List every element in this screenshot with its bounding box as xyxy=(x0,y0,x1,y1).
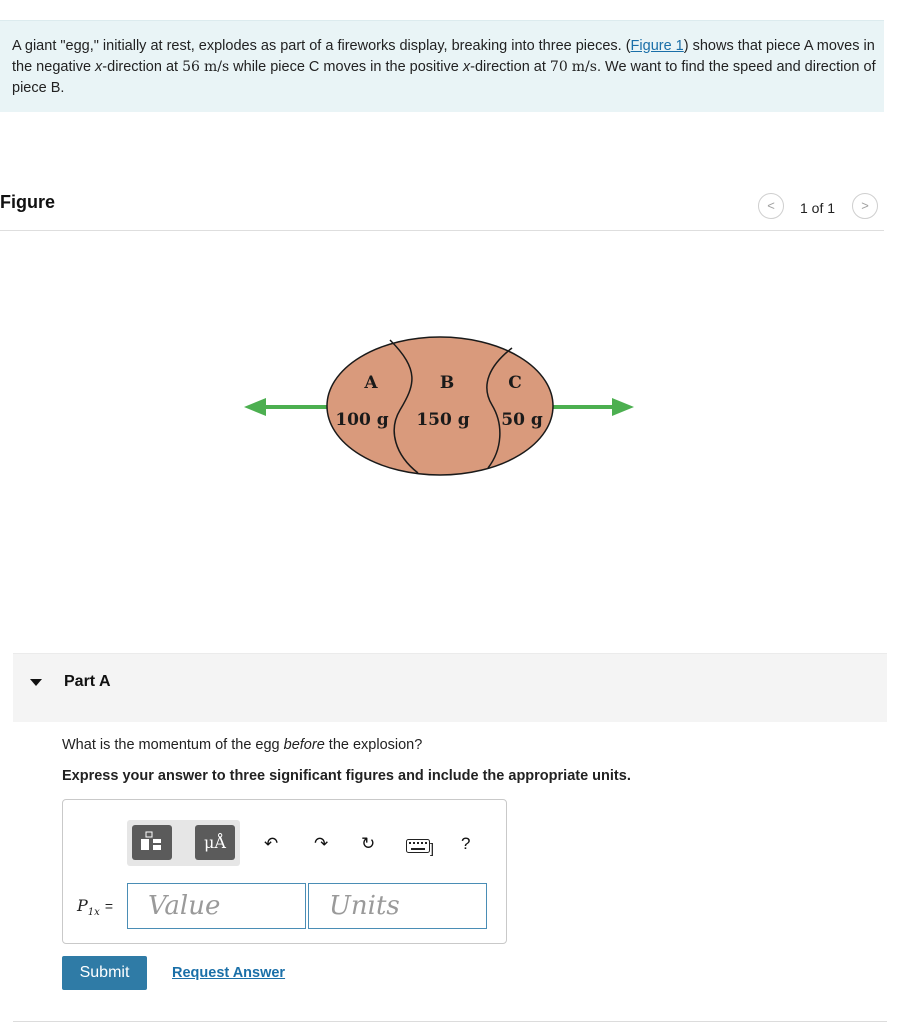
part-a-header[interactable] xyxy=(13,653,887,722)
piece-b-label: B xyxy=(439,373,455,393)
next-figure-button[interactable] xyxy=(852,193,878,219)
templates-icon xyxy=(132,825,172,860)
keyboard-suffix: ] xyxy=(430,840,434,856)
egg-shell xyxy=(327,337,553,475)
reset-icon: ↻ xyxy=(361,834,376,853)
piece-c-mass: 50 g xyxy=(501,410,543,430)
left-arrow-icon xyxy=(244,398,266,416)
piece-c-label: C xyxy=(508,373,522,393)
question-text: What is the momentum of the egg before the explosion? xyxy=(62,737,423,753)
templates-button[interactable] xyxy=(132,825,172,860)
redo-icon: ↷ xyxy=(314,834,329,853)
figure-pager: 1 of 1 xyxy=(800,200,836,216)
egg-svg xyxy=(240,330,640,480)
figure-header xyxy=(0,186,884,231)
piece-a-mass: 100 g xyxy=(335,410,389,430)
answer-box xyxy=(62,799,507,944)
units-input[interactable]: Units xyxy=(308,883,487,929)
undo-icon: ↶ xyxy=(264,834,279,853)
request-answer-link[interactable]: Request Answer xyxy=(172,965,286,981)
keyboard-icon xyxy=(406,839,430,853)
piece-b-mass: 150 g xyxy=(416,410,470,430)
part-title: Part A xyxy=(64,673,111,690)
template-toolbar xyxy=(127,820,240,866)
units-button[interactable]: μÅ xyxy=(195,825,235,860)
submit-button[interactable]: Submit xyxy=(62,956,147,990)
chevron-right-icon: > xyxy=(861,198,869,213)
undo-button[interactable] xyxy=(264,834,278,854)
caret-down-icon[interactable] xyxy=(30,679,42,686)
help-button[interactable]: ? xyxy=(461,834,471,853)
prev-figure-button[interactable] xyxy=(758,193,784,219)
variable-label: $P_{1x}$ = xyxy=(77,896,114,919)
figure-link[interactable]: Figure 1 xyxy=(630,38,684,54)
right-arrow-icon xyxy=(612,398,634,416)
value-input[interactable]: Value xyxy=(127,883,306,929)
problem-text: A giant "egg," initially at rest, explodes as part of a fireworks display, breaking into three pieces. (Figure 1) shows that piece A moves in the negative x-direction at 56 m/s while piece C moves in the positive x-direction at 70 m/s. We want to find the speed and direction of piece B. xyxy=(12,38,876,96)
egg-diagram xyxy=(240,330,640,480)
piece-a-label: A xyxy=(364,373,378,393)
chevron-left-icon: < xyxy=(767,198,775,213)
answer-instruction: Express your answer to three significant figures and include the appropriate units. xyxy=(62,768,631,784)
problem-statement xyxy=(0,20,884,112)
figure-title: Figure xyxy=(0,192,56,212)
divider xyxy=(13,1021,887,1022)
redo-button[interactable] xyxy=(314,834,328,854)
keyboard-button[interactable] xyxy=(406,838,434,858)
reset-button[interactable] xyxy=(361,834,375,854)
